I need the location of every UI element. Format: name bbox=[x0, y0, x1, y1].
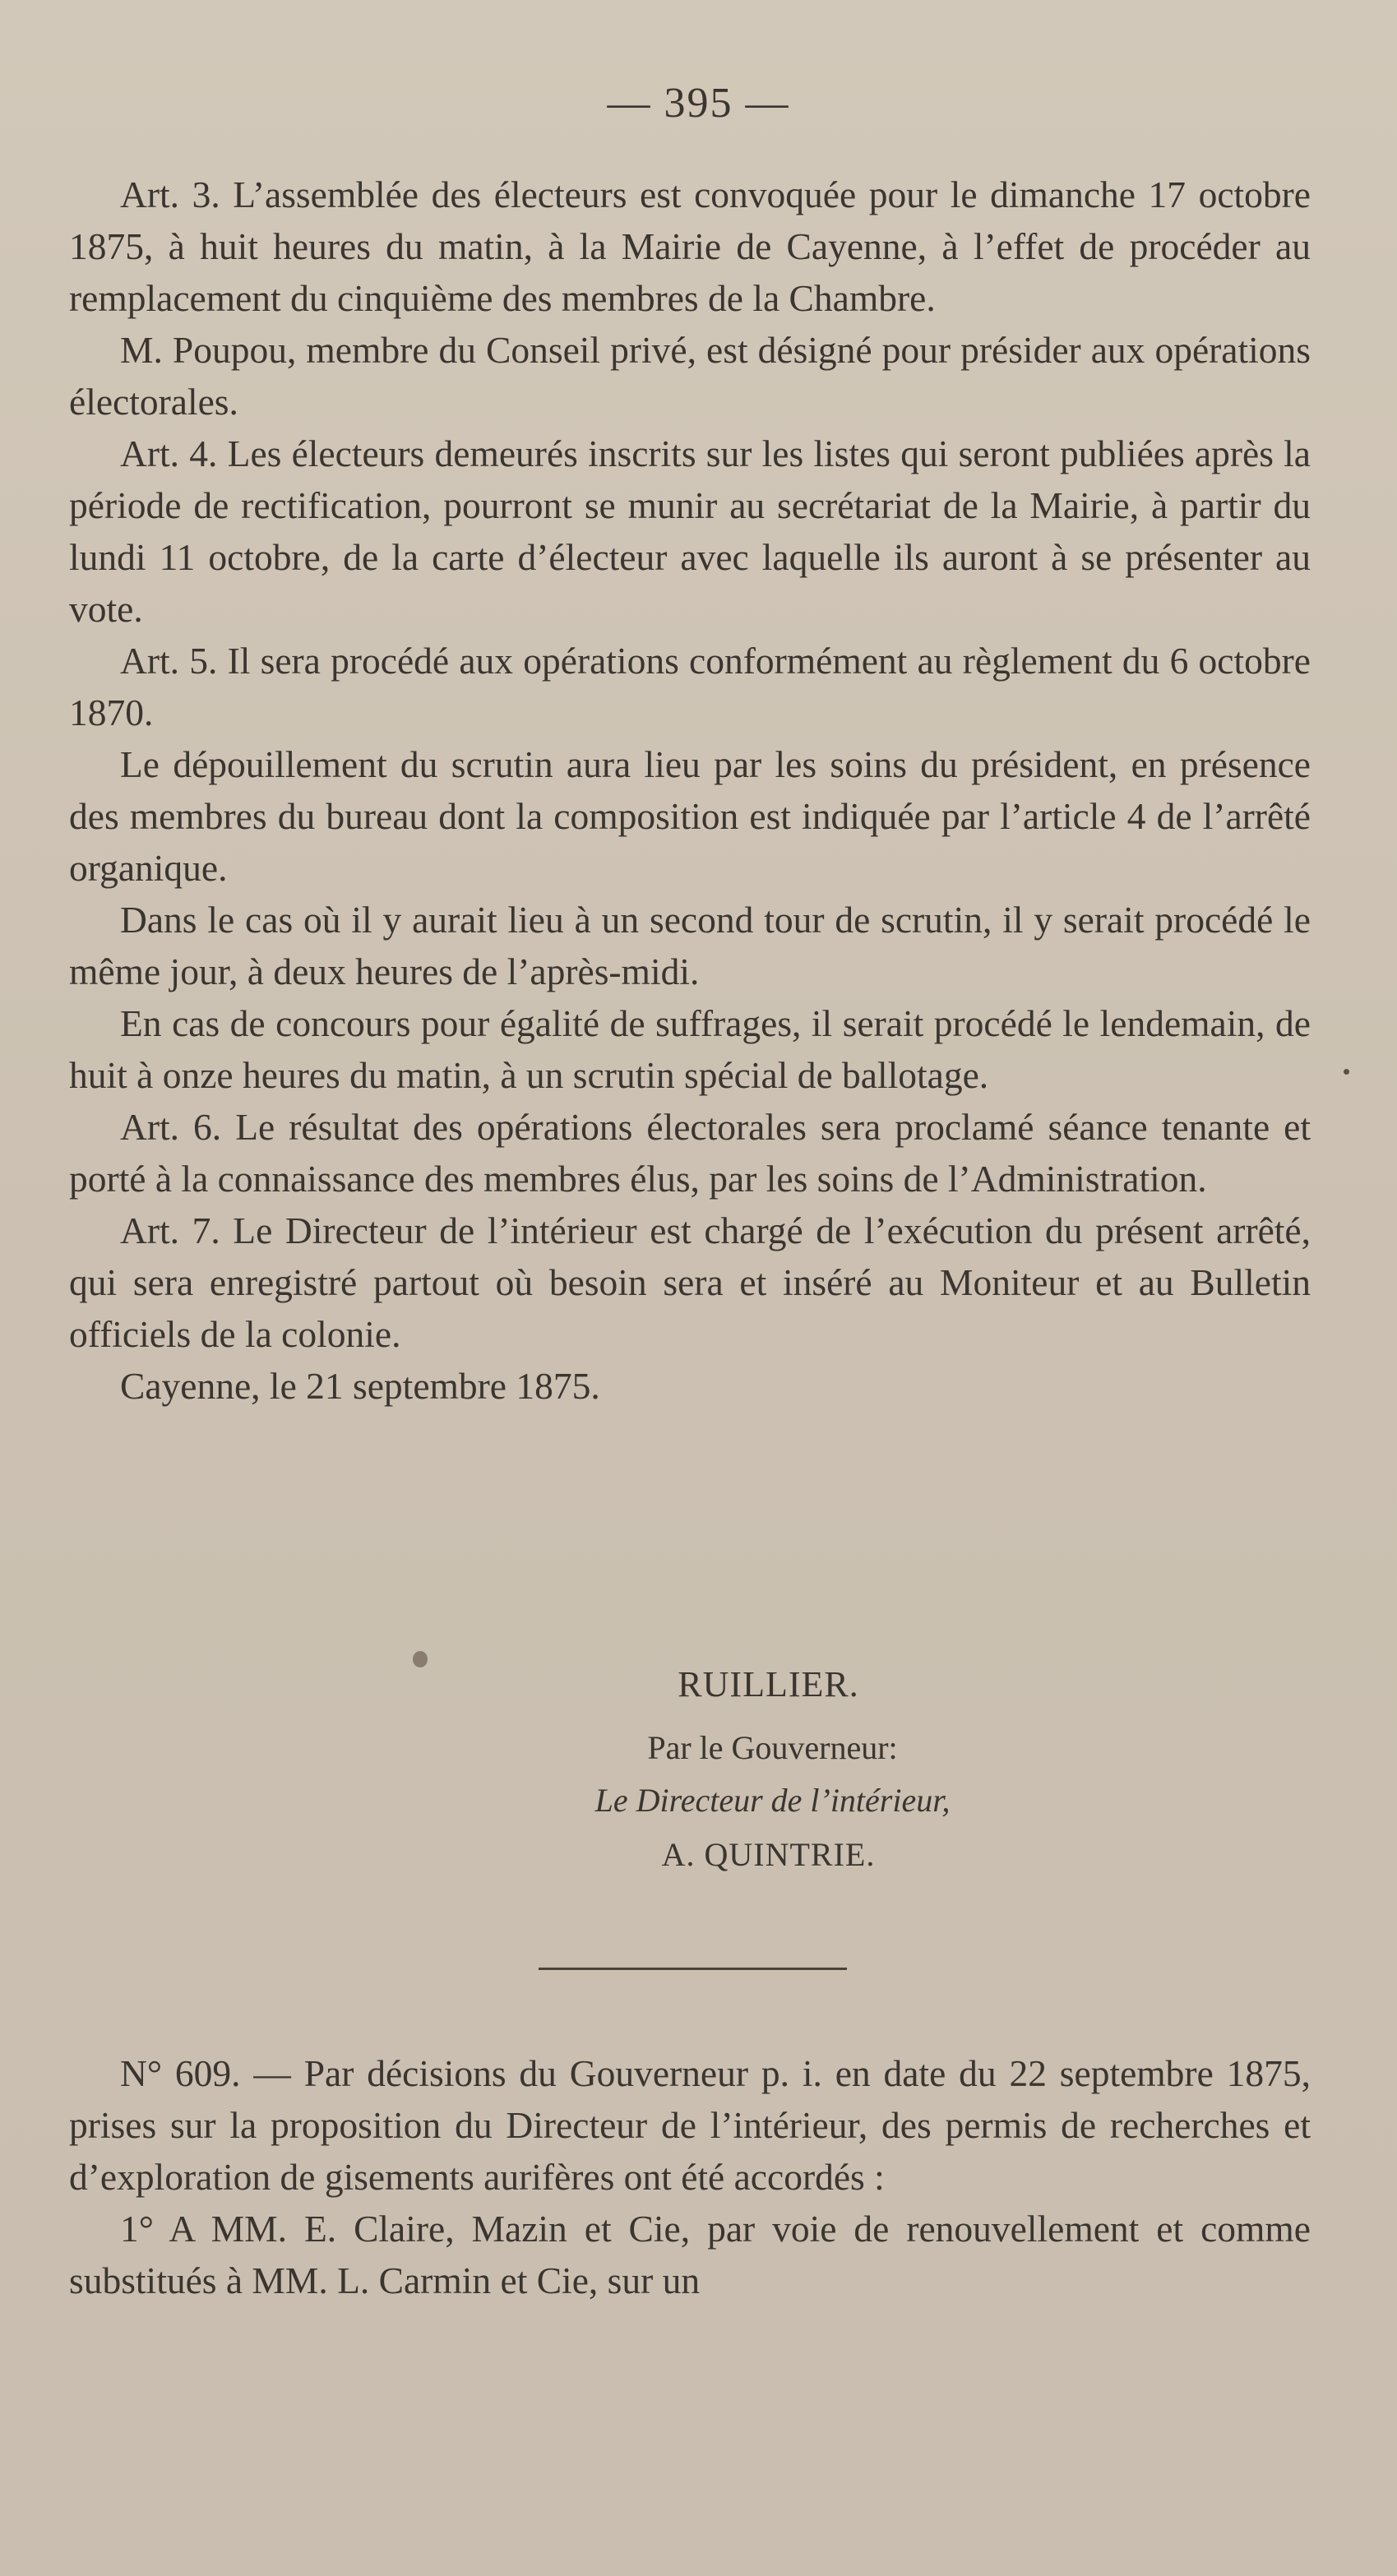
tie-paragraph: En cas de concours pour égalité de suffrages, il serait procédé le lendemain, de huit à onze heures du matin, à un scrutin spécial de ballotage. bbox=[69, 1002, 1311, 1096]
decision-section bbox=[69, 2047, 1311, 2306]
president-designation-paragraph: M. Poupou, membre du Conseil privé, est désigné pour présider aux opérations électorales. bbox=[69, 329, 1311, 423]
counting-paragraph: Le dépouillement du scrutin aura lieu par les soins du président, en présence des membres du bureau dont la composition est indiquée par l’article 4 de l’arrêté organique. bbox=[69, 743, 1311, 889]
decision-item-1: 1° A MM. E. Claire, Mazin et Cie, par voie de renouvellement et comme substitués à MM. L. Carmin et Cie, sur un bbox=[69, 2208, 1311, 2301]
decree-articles bbox=[69, 169, 1311, 1412]
article-5-paragraph: Art. 5. Il sera procédé aux opérations conformément au règlement du 6 octobre 1870. bbox=[69, 640, 1311, 733]
signature-title: Le Directeur de l’intérieur, bbox=[594, 1782, 951, 1819]
article-4-paragraph: Art. 4. Les électeurs demeurés inscrits sur les listes qui seront publiées après la période de rectification, pourront se munir au secrétariat de la Mairie, à partir du lundi 11 octobre, de la carte d’électeur avec laquelle ils auront à se présenter au vote. bbox=[69, 432, 1311, 630]
second-round-paragraph: Dans le cas où il y aurait lieu à un second tour de scrutin, il y serait procédé le même jour, à deux heures de l’après-midi. bbox=[69, 899, 1311, 992]
article-6-paragraph: Art. 6. Le résultat des opérations électorales sera proclamé séance tenante et porté à la connaissance des membres élus, par les soins de l’Administration. bbox=[69, 1106, 1311, 1200]
article-3-paragraph: Art. 3. L’assemblée des électeurs est convoquée pour le dimanche 17 octobre 1875, à huit heures du matin, à la Mairie de Cayenne, à l’effet de procéder au remplacement du cinquième des membres de la Chambre. bbox=[69, 173, 1311, 319]
decision-intro: N° 609. — Par décisions du Gouverneur p. i. en date du 22 septembre 1875, prises sur la proposition du Directeur de l’intérieur, des permis de recherches et d’exploration de gisements aurifères ont été accordés : bbox=[69, 2052, 1311, 2198]
section-divider bbox=[539, 1968, 847, 1970]
page-number: — 395 — bbox=[607, 80, 790, 127]
signature-by-line: Par le Gouverneur: bbox=[647, 1729, 898, 1766]
article-7-paragraph: Art. 7. Le Directeur de l’intérieur est chargé de l’exécution du présent arrêté, qui sera enregistré partout où besoin sera et inséré au Moniteur et au Bulletin officiels de la colonie. bbox=[69, 1209, 1311, 1355]
margin-speck bbox=[1344, 1069, 1349, 1075]
countersignature-name: A. QUINTRIE. bbox=[661, 1836, 876, 1873]
signature-name: RUILLIER. bbox=[678, 1664, 859, 1704]
date-line: Cayenne, le 21 septembre 1875. bbox=[120, 1365, 600, 1407]
